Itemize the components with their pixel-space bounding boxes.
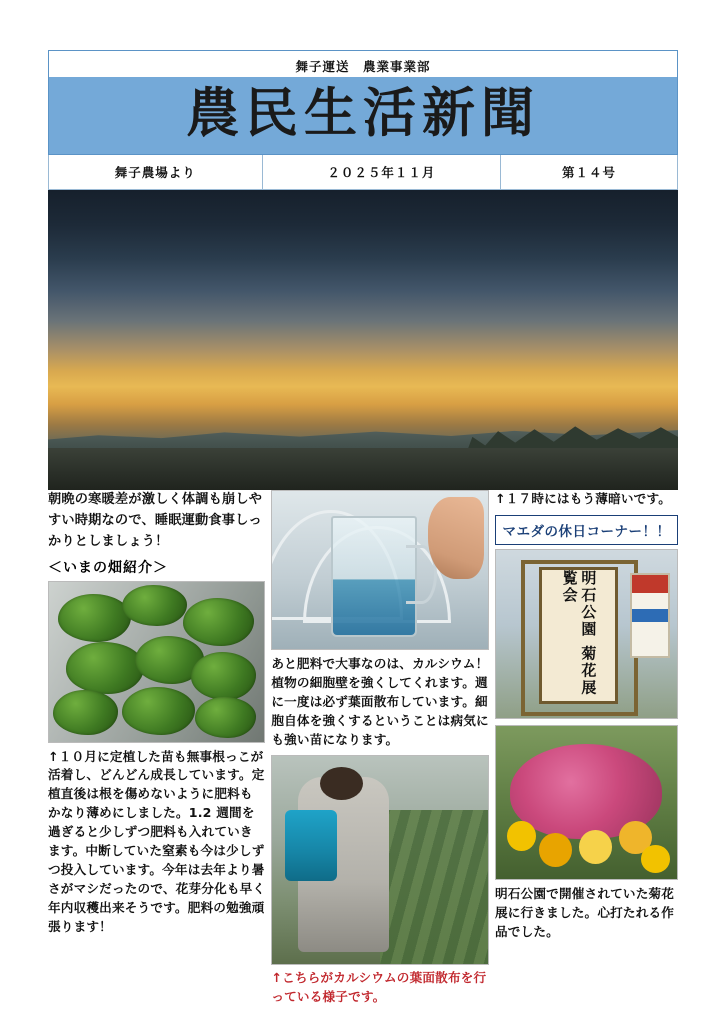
hero-ground xyxy=(48,448,678,490)
intro-paragraph: 朝晩の寒暖差が激しく体調も崩しやすい時期なので、睡眠運動食事しっかりとしましょう！ xyxy=(48,491,263,549)
leaf-shape xyxy=(122,585,187,627)
newsletter-sheet xyxy=(48,50,678,1005)
poster-band-top xyxy=(632,575,668,593)
hero-caption: ↑１７時にはもう薄暗いです。 xyxy=(494,490,672,506)
beaker-glass xyxy=(331,516,417,637)
publisher-line: 舞子運送 農業事業部 xyxy=(49,51,677,77)
leaf-shape xyxy=(122,687,195,735)
sign-board-text: 明石公園 菊花展覧会 xyxy=(560,569,598,696)
sign-board xyxy=(539,567,617,704)
leaf-shape xyxy=(191,652,256,700)
leaf-shape xyxy=(53,690,118,735)
column-left xyxy=(48,490,265,980)
left-body-text: ↑１０月に定植した苗も無事根っこが活着し、どんどん成長しています。定植直後は根を傷めないように肥料もかなり薄めにしました。1.2 週間を過ぎると少しずつ肥料も入れていきます。中断していた窒素も今は少しずつ投入しています。今年は去年より暑さがマシだったので、花芽分化も早く年内収穫出来そうです。肥料の勉強頑張ります！ xyxy=(48,748,266,934)
column-right xyxy=(489,490,678,980)
photo-strawberry-seedlings xyxy=(48,581,265,743)
worker-head xyxy=(320,767,363,800)
hero-sky xyxy=(48,190,678,442)
article-columns xyxy=(48,490,678,1005)
flower-cluster xyxy=(641,845,670,873)
photo-park-sign xyxy=(495,549,678,719)
poster-band-bottom xyxy=(632,609,668,622)
masthead-band xyxy=(49,77,677,154)
info-bar xyxy=(48,155,678,190)
hand xyxy=(428,497,484,579)
event-poster xyxy=(630,573,670,658)
info-date: ２０２５年１１月 xyxy=(263,155,502,189)
sprayer-tank xyxy=(285,810,337,881)
photo-measuring-beaker xyxy=(271,490,489,650)
column-middle xyxy=(265,490,489,1005)
leaf-shape xyxy=(66,642,144,693)
photo-chrysanthemum-display xyxy=(495,725,678,880)
photo-foliar-spraying xyxy=(271,755,489,965)
leaf-shape xyxy=(183,598,254,646)
leaf-shape xyxy=(58,594,131,642)
flower-cluster xyxy=(579,830,612,864)
leaf-shape xyxy=(195,697,255,739)
crop-rows xyxy=(380,810,488,964)
middle-body-text: あと肥料で大事なのは、カルシウム！植物の細胞壁を強くしてくれます。週に一度は必ず葉面散布しています。細胞自体を強くするということは病気にも強い苗になります。 xyxy=(271,655,489,747)
flower-cluster xyxy=(507,821,536,852)
info-issue: 第１４号 xyxy=(562,165,617,180)
info-source: 舞子農場より xyxy=(49,155,263,189)
holiday-corner-heading: マエダの休日コーナー！！ xyxy=(495,515,678,545)
middle-caption-text: ↑こちらがカルシウムの葉面散布を行っている様子です。 xyxy=(271,970,487,1005)
newspaper-title: 農民生活新聞 xyxy=(186,82,540,144)
section-heading-field: ＜いまの畑紹介＞ xyxy=(48,559,168,576)
right-caption-text: 明石公園で開催されていた菊花展に行きました。心打たれる作品でした。 xyxy=(494,885,675,939)
flower-cluster xyxy=(539,833,572,867)
hero-photo-sunset xyxy=(48,190,678,490)
masthead xyxy=(48,50,678,155)
